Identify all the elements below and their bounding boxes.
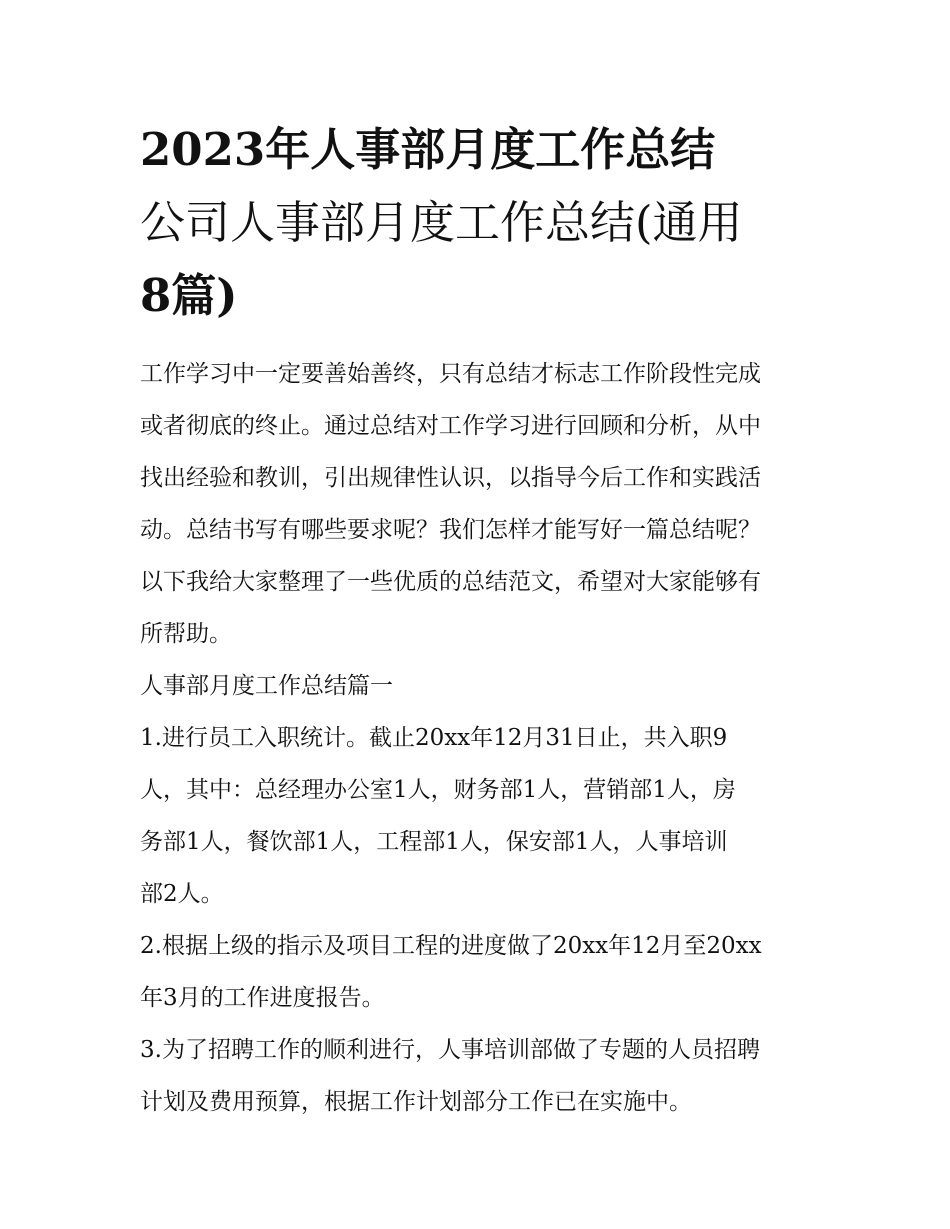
intro-line: 动。总结书写有哪些要求呢？我们怎样才能写好一篇总结呢？ xyxy=(140,517,761,543)
document-title xyxy=(140,113,820,332)
list-item-line: 部2人。 xyxy=(140,881,224,907)
list-item-line: 1.进行员工入职统计。截止20xx年12月31日止，共入职9 xyxy=(140,725,728,751)
intro-line: 工作学习中一定要善始善终，只有总结才标志工作阶段性完成 xyxy=(140,361,761,387)
list-item-1 xyxy=(140,712,820,920)
list-item-line: 人，其中：总经理办公室1人，财务部1人，营销部1人，房 xyxy=(140,777,736,803)
list-item-line: 年3月的工作进度报告。 xyxy=(140,985,385,1011)
title-line-1: 2023年人事部月度工作总结 xyxy=(140,123,716,176)
intro-line: 找出经验和教训，引出规律性认识，以指导今后工作和实践活 xyxy=(140,465,761,491)
title-line-3: 8篇) xyxy=(140,269,238,322)
title-line-2: 公司人事部月度工作总结(通用 xyxy=(140,196,743,249)
section-heading: 人事部月度工作总结篇一 xyxy=(140,673,393,699)
list-item-line: 计划及费用预算，根据工作计划部分工作已在实施中。 xyxy=(140,1089,692,1115)
list-item-line: 2.根据上级的指示及项目工程的进度做了20xx年12月至20xx xyxy=(140,933,762,959)
list-item-line: 3.为了招聘工作的顺利进行，人事培训部做了专题的人员招聘 xyxy=(140,1037,760,1063)
list-item-line: 务部1人，餐饮部1人，工程部1人，保安部1人，人事培训 xyxy=(140,829,728,855)
intro-line: 或者彻底的终止。通过总结对工作学习进行回顾和分析，从中 xyxy=(140,413,761,439)
intro-line: 以下我给大家整理了一些优质的总结范文，希望对大家能够有 xyxy=(140,569,761,595)
list-item-2 xyxy=(140,920,820,1024)
intro-paragraph xyxy=(140,348,820,660)
document-content xyxy=(140,113,820,1128)
list-item-3 xyxy=(140,1024,820,1128)
intro-line: 所帮助。 xyxy=(140,621,232,647)
